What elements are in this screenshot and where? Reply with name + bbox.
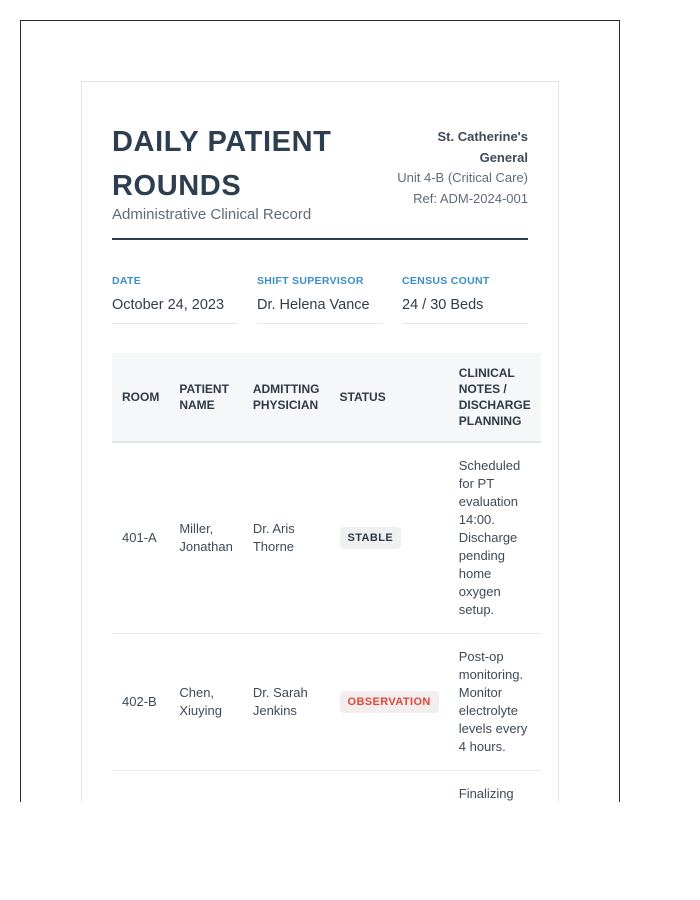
- meta-value: October 24, 2023: [112, 297, 225, 313]
- table-row: [112, 634, 541, 771]
- cell-patient-name: Miller, Jonathan: [169, 442, 243, 634]
- page-subtitle: Administrative Clinical Record: [112, 206, 312, 223]
- column-header-room: ROOM: [112, 353, 169, 442]
- meta-label: CENSUS COUNT: [402, 275, 490, 287]
- column-header-status: STATUS: [330, 353, 449, 442]
- cell-physician: Dr. Sarah Jenkins: [243, 634, 330, 771]
- cell-room: [112, 771, 169, 803]
- meta-date: [112, 275, 238, 324]
- table-row: [112, 771, 541, 803]
- organization-info: [388, 127, 528, 209]
- column-header-patient: PATIENT NAME: [169, 353, 243, 442]
- meta-shift-supervisor: [257, 275, 383, 324]
- cell-physician: [243, 771, 330, 803]
- cell-patient-name: [169, 771, 243, 803]
- cell-status: [330, 771, 449, 803]
- status-badge: OBSERVATION: [340, 691, 439, 713]
- cell-patient-name: Chen, Xiuying: [169, 634, 243, 771]
- meta-label: DATE: [112, 275, 142, 287]
- document-sheet: [81, 81, 559, 802]
- page-frame: [20, 20, 620, 802]
- cell-notes: Post-op monitoring. Monitor electrolyte levels every 4 hours.: [449, 634, 541, 771]
- page-title: DAILY PATIENT ROUNDS: [112, 126, 332, 202]
- cell-room: 402-B: [112, 634, 169, 771]
- meta-row: [112, 275, 528, 323]
- cell-status: [330, 442, 449, 634]
- meta-label: SHIFT SUPERVISOR: [257, 275, 364, 287]
- cell-room: 401-A: [112, 442, 169, 634]
- meta-value: 24 / 30 Beds: [402, 297, 484, 313]
- meta-census-count: [402, 275, 528, 324]
- column-header-physician: ADMITTING PHYSICIAN: [243, 353, 330, 442]
- document-content: [112, 120, 531, 801]
- table-row: [112, 442, 541, 634]
- cell-status: [330, 634, 449, 771]
- status-badge: STABLE: [340, 527, 402, 549]
- table-header-row: [112, 353, 541, 442]
- column-header-notes: CLINICAL NOTES / DISCHARGE PLANNING: [449, 353, 541, 442]
- meta-value: Dr. Helena Vance: [257, 297, 370, 313]
- organization-unit: Unit 4-B (Critical Care): [397, 170, 528, 185]
- document-reference: Ref: ADM-2024-001: [413, 190, 528, 206]
- cell-notes: Finalizing: [449, 771, 541, 803]
- cell-physician: Dr. Aris Thorne: [243, 442, 330, 634]
- organization-name: St. Catherine's General: [437, 129, 528, 165]
- document-header: [112, 120, 528, 240]
- rounds-table: [112, 353, 541, 802]
- cell-notes: Scheduled for PT evaluation 14:00. Discharge pending home oxygen setup.: [449, 442, 541, 634]
